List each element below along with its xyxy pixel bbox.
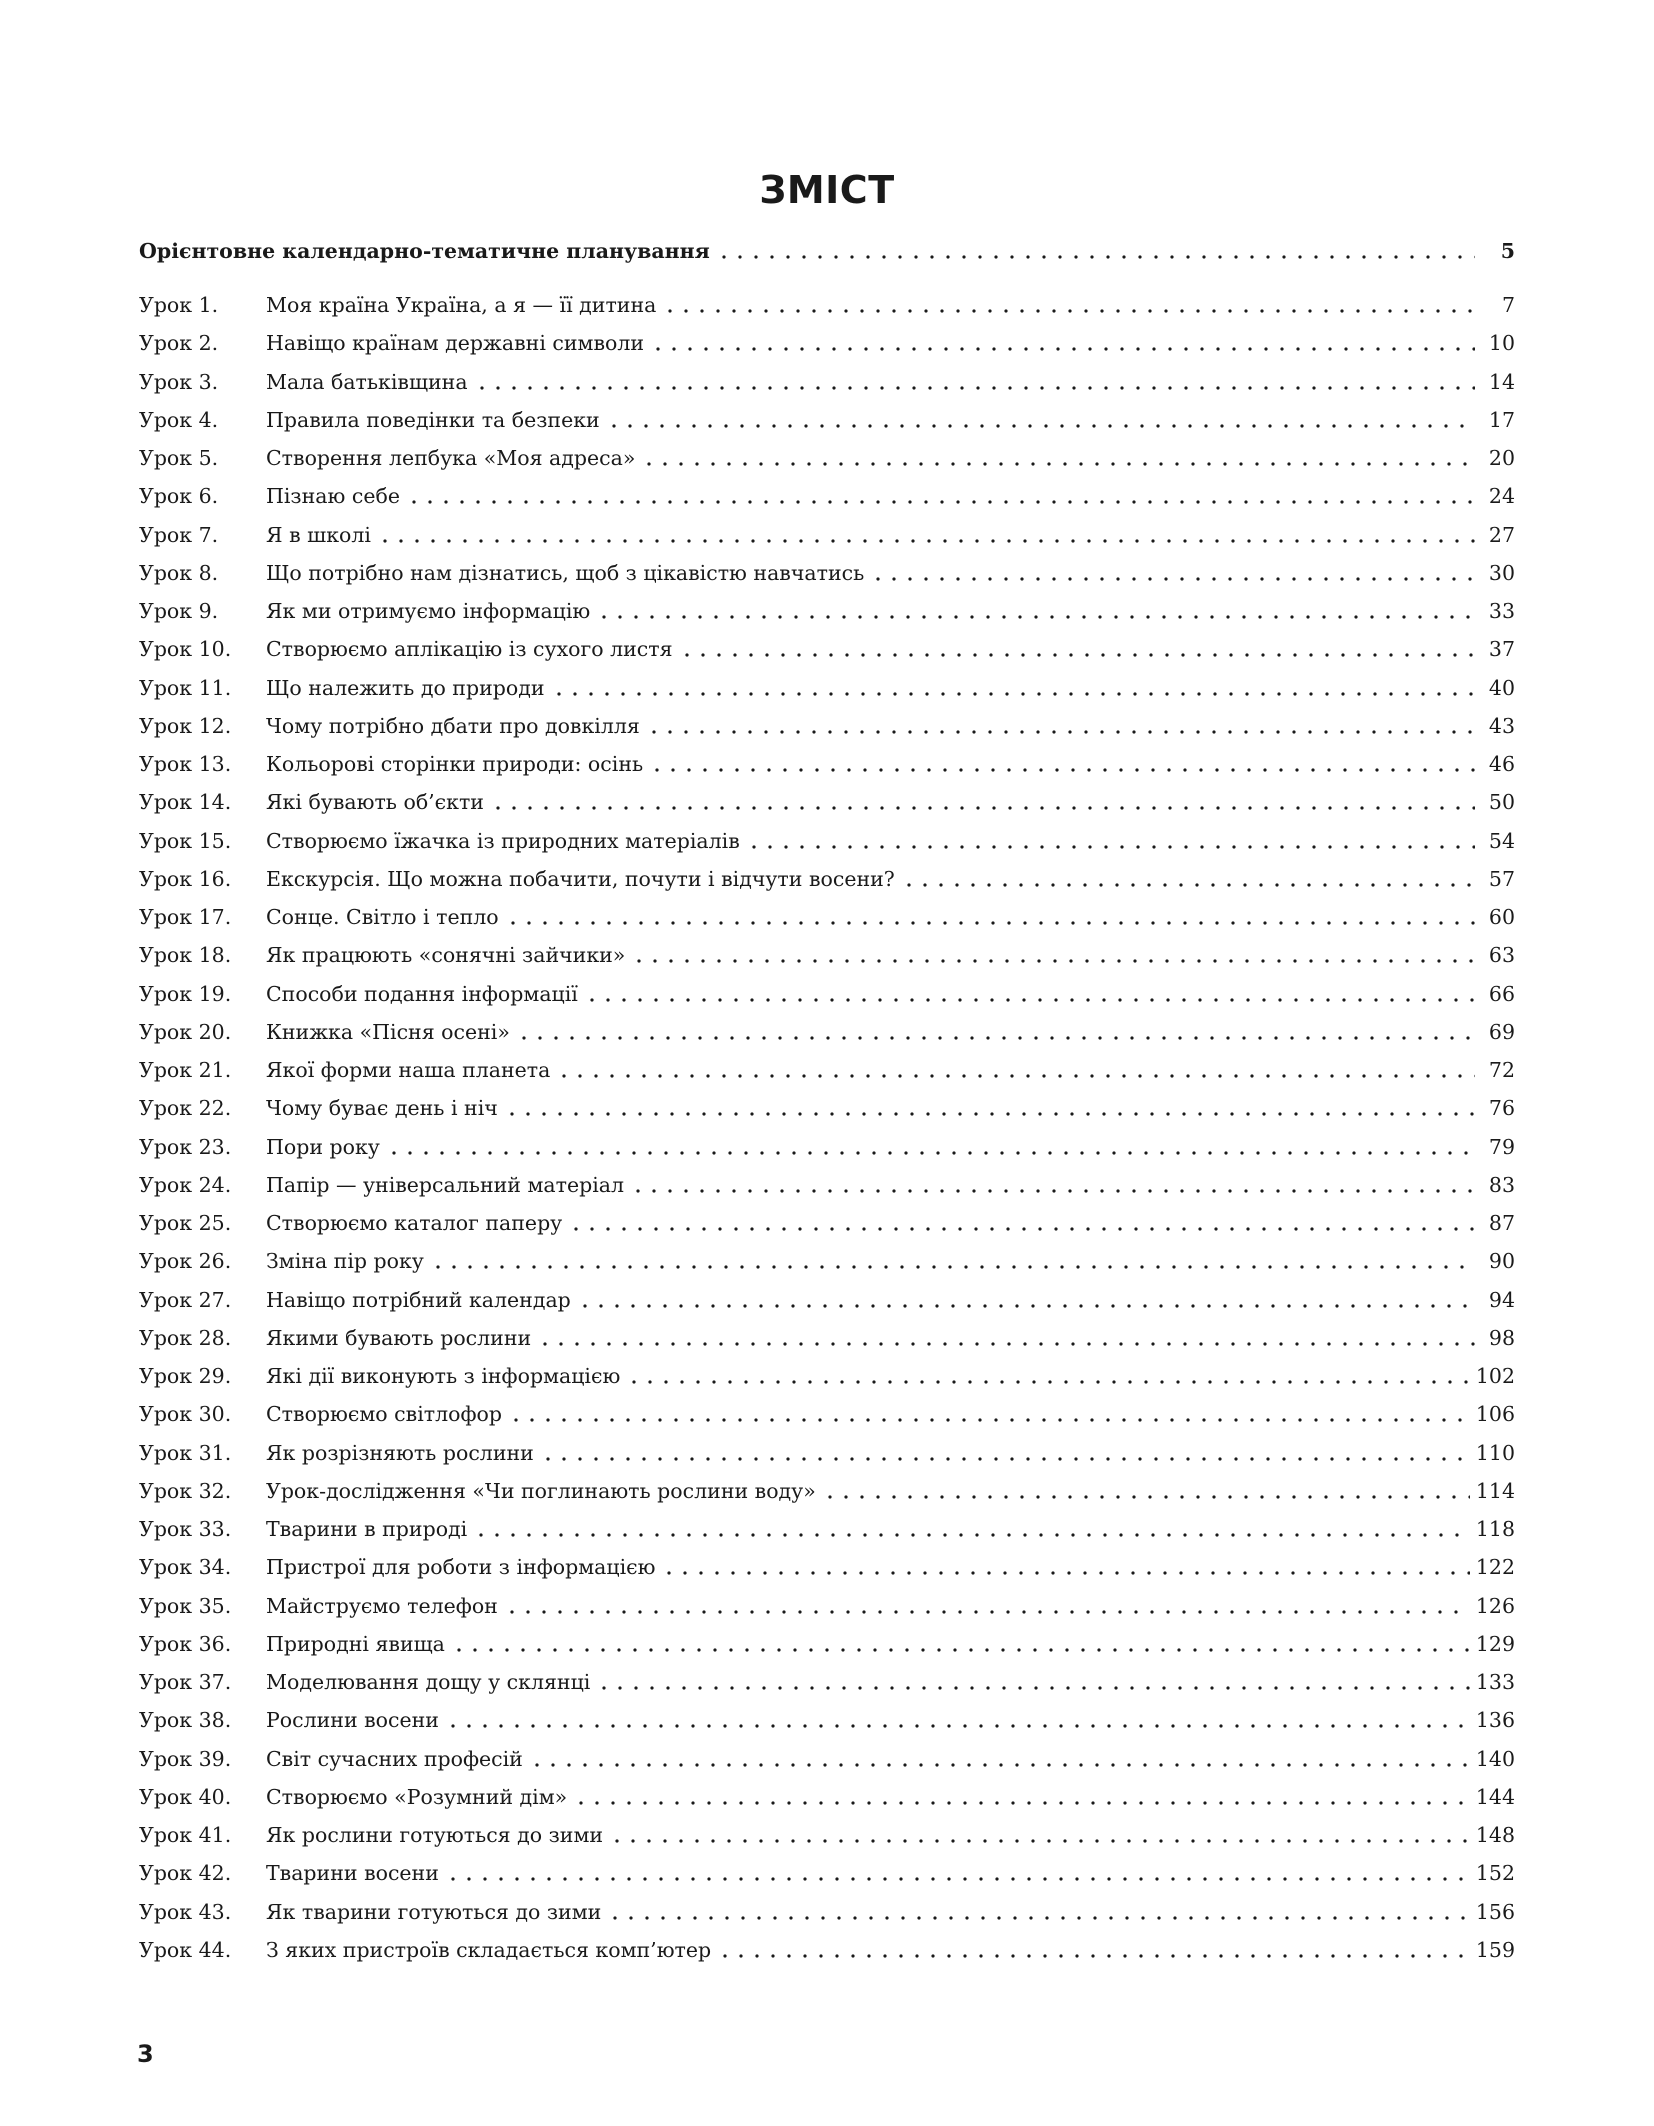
lesson-page-number: 14	[1488, 369, 1515, 394]
lesson-number: Урок 40.	[139, 1784, 232, 1809]
lesson-title: Створюємо їжачка із природних матеріалів	[266, 828, 740, 853]
lesson-number: Урок 17.	[139, 905, 232, 929]
lesson-number: Урок 20.	[139, 1019, 232, 1044]
lesson-title: Моя країна Україна, а я — її дитина	[266, 293, 657, 317]
lesson-number: Урок 1.	[139, 293, 219, 317]
toc-entry	[139, 864, 1515, 902]
toc-entry	[139, 1476, 1515, 1514]
dot-leader	[551, 673, 1475, 711]
dot-leader	[626, 1361, 1470, 1399]
dot-leader	[568, 1208, 1475, 1246]
toc-entry	[139, 290, 1515, 328]
lesson-page-number: 98	[1488, 1325, 1515, 1350]
lesson-number: Урок 5.	[139, 446, 219, 470]
lesson-page-number: 10	[1488, 331, 1515, 356]
toc-entry	[139, 902, 1515, 940]
toc-entry	[139, 1285, 1515, 1323]
dot-leader	[630, 1170, 1475, 1208]
toc-entry	[139, 711, 1515, 749]
lesson-page-number: 20	[1488, 446, 1515, 470]
lesson-page-number: 114	[1475, 1478, 1515, 1503]
lesson-page-number: 133	[1475, 1670, 1515, 1694]
dot-leader	[631, 940, 1475, 978]
lesson-page-number: 148	[1475, 1823, 1515, 1847]
dot-leader	[870, 558, 1475, 596]
lesson-title: Створюємо каталог паперу	[266, 1211, 563, 1235]
lesson-title: Що належить до природи	[266, 675, 545, 700]
lesson-page-number: 27	[1488, 522, 1515, 547]
lesson-number: Урок 36.	[139, 1631, 232, 1656]
toc-entry	[139, 1897, 1515, 1935]
lesson-number: Урок 8.	[139, 560, 219, 585]
lesson-title: Створюємо світлофор	[266, 1402, 502, 1427]
lesson-number: Урок 31.	[139, 1440, 232, 1465]
toc-entry	[139, 1552, 1515, 1590]
toc-entry	[139, 1667, 1515, 1705]
toc-entry	[139, 1438, 1515, 1476]
lesson-page-number: 118	[1475, 1517, 1515, 1541]
lesson-title: Як розрізняють рослини	[266, 1440, 534, 1465]
dot-leader	[430, 1246, 1475, 1284]
lesson-page-number: 69	[1488, 1019, 1515, 1044]
lesson-title: З яких пристроїв складається комп’ютер	[266, 1937, 712, 1962]
lesson-number: Урок 30.	[139, 1402, 232, 1427]
lesson-number: Урок 43.	[139, 1899, 232, 1924]
lesson-title: Створюємо «Розумний дім»	[266, 1784, 568, 1809]
lesson-title: Як рослини готуються до зими	[266, 1823, 604, 1847]
lesson-number: Урок 18.	[139, 943, 232, 968]
lesson-title: Екскурсія. Що можна побачити, почути і відчути восени?	[266, 866, 895, 891]
dot-leader	[505, 902, 1475, 940]
lesson-number: Урок 9.	[139, 599, 219, 623]
page-title: ЗМІСТ	[759, 168, 895, 213]
lesson-title: Навіщо країнам державні символи	[266, 331, 645, 356]
toc-entry	[139, 1629, 1515, 1667]
toc-entry	[139, 787, 1515, 825]
lesson-number: Урок 44.	[139, 1937, 232, 1962]
lesson-number: Урок 34.	[139, 1555, 232, 1580]
dot-leader	[649, 749, 1475, 787]
lesson-number: Урок 25.	[139, 1211, 232, 1235]
lesson-number: Урок 13.	[139, 752, 232, 776]
lesson-title: Створюємо аплікацію із сухого листя	[266, 637, 673, 662]
toc-entry	[139, 749, 1515, 787]
dot-leader	[504, 1093, 1475, 1131]
dot-leader	[504, 1591, 1470, 1629]
lesson-number: Урок 2.	[139, 331, 219, 356]
dot-leader	[746, 826, 1475, 864]
dot-leader	[573, 1782, 1470, 1820]
dot-leader	[596, 1667, 1470, 1705]
lesson-page-number: 152	[1475, 1861, 1515, 1886]
lesson-page-number: 17	[1488, 407, 1515, 432]
toc-entry	[139, 1017, 1515, 1055]
lesson-page-number: 60	[1488, 905, 1515, 929]
toc-entry	[139, 979, 1515, 1017]
toc-entry	[139, 1093, 1515, 1131]
dot-leader	[596, 596, 1475, 634]
lesson-page-number: 79	[1488, 1134, 1515, 1159]
lesson-page-number: 83	[1488, 1172, 1515, 1197]
lesson-title: Природні явища	[266, 1631, 445, 1656]
lesson-page-number: 94	[1488, 1287, 1515, 1312]
toc-entry	[139, 1705, 1515, 1743]
lesson-number: Урок 38.	[139, 1708, 232, 1733]
lesson-page-number: 40	[1488, 675, 1515, 700]
toc-entry	[139, 1170, 1515, 1208]
toc-intro-entry	[139, 236, 1515, 266]
lesson-number: Урок 37.	[139, 1670, 232, 1694]
lesson-page-number: 24	[1488, 484, 1515, 509]
lesson-page-number: 54	[1488, 828, 1515, 853]
lesson-page-number: 144	[1475, 1784, 1515, 1809]
lesson-page-number: 43	[1488, 713, 1515, 738]
lesson-number: Урок 7.	[139, 522, 219, 547]
lesson-title: Пристрої для роботи з інформацією	[266, 1555, 656, 1580]
toc-entry	[139, 1132, 1515, 1170]
dot-leader	[646, 711, 1475, 749]
toc-entry	[139, 1858, 1515, 1896]
lesson-title: Мала батьківщина	[266, 369, 468, 394]
dot-leader	[606, 405, 1475, 443]
lesson-number: Урок 4.	[139, 407, 219, 432]
toc-entry	[139, 520, 1515, 558]
toc-entry	[139, 1935, 1515, 1973]
dot-leader	[716, 236, 1475, 266]
toc-entry	[139, 1744, 1515, 1782]
lesson-number: Урок 28.	[139, 1325, 232, 1350]
lesson-title: Тварини восени	[266, 1861, 439, 1886]
lesson-page-number: 33	[1488, 599, 1515, 623]
lesson-title: Чому буває день і ніч	[266, 1096, 498, 1121]
lesson-page-number: 122	[1475, 1555, 1515, 1580]
lesson-number: Урок 16.	[139, 866, 232, 891]
toc-entry	[139, 367, 1515, 405]
toc-entry	[139, 673, 1515, 711]
lesson-title: Навіщо потрібний календар	[266, 1287, 571, 1312]
lesson-title: Папір — універсальний матеріал	[266, 1172, 625, 1197]
lesson-title: Як тварини готуються до зими	[266, 1899, 602, 1924]
dot-leader	[661, 1552, 1469, 1590]
lesson-title: Якими бувають рослини	[266, 1325, 532, 1350]
toc-entry	[139, 405, 1515, 443]
dot-leader	[540, 1438, 1470, 1476]
lesson-number: Урок 41.	[139, 1823, 232, 1847]
dot-leader	[377, 520, 1475, 558]
toc-entry	[139, 826, 1515, 864]
lesson-number: Урок 29.	[139, 1364, 232, 1388]
lesson-number: Урок 42.	[139, 1861, 232, 1886]
lesson-title: Тварини в природі	[266, 1517, 468, 1541]
dot-leader	[508, 1399, 1470, 1437]
toc-entry	[139, 1591, 1515, 1629]
lesson-page-number: 136	[1475, 1708, 1515, 1733]
lesson-title: Майструємо телефон	[266, 1593, 498, 1618]
toc-entry	[139, 1820, 1515, 1858]
lesson-page-number: 37	[1488, 637, 1515, 662]
lesson-title: Способи подання інформації	[266, 981, 578, 1006]
toc-intro-label: Орієнтовне календарно-тематичне планування	[139, 239, 710, 263]
lesson-page-number: 87	[1488, 1211, 1515, 1235]
dot-leader	[445, 1705, 1470, 1743]
lesson-page-number: 156	[1475, 1899, 1515, 1924]
lesson-title: Сонце. Світло і тепло	[266, 905, 499, 929]
lesson-page-number: 159	[1475, 1937, 1515, 1962]
lesson-number: Урок 21.	[139, 1058, 232, 1082]
toc-entry	[139, 328, 1515, 366]
lesson-title: Чому потрібно дбати про довкілля	[266, 713, 640, 738]
lesson-page-number: 106	[1475, 1402, 1515, 1427]
toc-entry	[139, 1361, 1515, 1399]
toc-entry	[139, 558, 1515, 596]
lesson-title: Створення лепбука «Моя адреса»	[266, 446, 636, 470]
lesson-title: Правила поведінки та безпеки	[266, 407, 600, 432]
dot-leader	[451, 1629, 1470, 1667]
toc-entry	[139, 940, 1515, 978]
lesson-title: Як ми отримуємо інформацію	[266, 599, 591, 623]
lesson-number: Урок 39.	[139, 1746, 232, 1771]
lesson-title: Які дії виконують з інформацією	[266, 1364, 621, 1388]
lesson-page-number: 76	[1488, 1096, 1515, 1121]
lesson-page-number: 66	[1488, 981, 1515, 1006]
lesson-number: Урок 19.	[139, 981, 232, 1006]
lesson-title: Пори року	[266, 1134, 380, 1159]
lesson-title: Моделювання дощу у склянці	[266, 1670, 591, 1694]
toc-entry	[139, 1514, 1515, 1552]
dot-leader	[584, 979, 1475, 1017]
dot-leader	[901, 864, 1475, 902]
lesson-page-number: 46	[1488, 752, 1515, 776]
lesson-title: Урок-дослідження «Чи поглинають рослини воду»	[266, 1478, 816, 1503]
toc-entry	[139, 1782, 1515, 1820]
lesson-title: Якої форми наша планета	[266, 1058, 551, 1082]
lesson-number: Урок 23.	[139, 1134, 232, 1159]
lesson-title: Які бувають об’єкти	[266, 790, 484, 815]
lesson-page-number: 102	[1475, 1364, 1515, 1388]
toc-intro-page: 5	[1500, 239, 1515, 263]
lesson-number: Урок 33.	[139, 1517, 232, 1541]
lesson-number: Урок 26.	[139, 1249, 232, 1274]
lesson-number: Урок 11.	[139, 675, 232, 700]
lesson-page-number: 57	[1488, 866, 1515, 891]
lesson-number: Урок 3.	[139, 369, 219, 394]
dot-leader	[556, 1055, 1475, 1093]
lesson-number: Урок 10.	[139, 637, 232, 662]
table-of-contents	[139, 290, 1515, 1973]
lesson-title: Кольорові сторінки природи: осінь	[266, 752, 644, 776]
lesson-number: Урок 22.	[139, 1096, 232, 1121]
lesson-number: Урок 15.	[139, 828, 232, 853]
dot-leader	[490, 787, 1475, 825]
toc-entry	[139, 443, 1515, 481]
dot-leader	[474, 367, 1475, 405]
lesson-number: Урок 35.	[139, 1593, 232, 1618]
dot-leader	[717, 1935, 1470, 1973]
dot-leader	[577, 1285, 1475, 1323]
lesson-title: Книжка «Пісня осені»	[266, 1019, 510, 1044]
lesson-number: Урок 6.	[139, 484, 219, 509]
toc-entry	[139, 1399, 1515, 1437]
lesson-page-number: 63	[1488, 943, 1515, 968]
lesson-page-number: 129	[1475, 1631, 1515, 1656]
lesson-number: Урок 27.	[139, 1287, 232, 1312]
toc-entry	[139, 481, 1515, 519]
lesson-title: Я в школі	[266, 522, 371, 547]
lesson-page-number: 50	[1488, 790, 1515, 815]
dot-leader	[406, 481, 1475, 519]
dot-leader	[537, 1323, 1475, 1361]
lesson-page-number: 140	[1475, 1746, 1515, 1771]
lesson-title: Як працюють «сонячні зайчики»	[266, 943, 626, 968]
lesson-page-number: 7	[1501, 293, 1515, 317]
toc-entry	[139, 1323, 1515, 1361]
lesson-number: Урок 12.	[139, 713, 232, 738]
dot-leader	[662, 290, 1475, 328]
dot-leader	[679, 634, 1475, 672]
dot-leader	[529, 1744, 1470, 1782]
lesson-page-number: 126	[1475, 1593, 1515, 1618]
toc-entry	[139, 634, 1515, 672]
lesson-number: Урок 32.	[139, 1478, 232, 1503]
dot-leader	[607, 1897, 1470, 1935]
dot-leader	[822, 1476, 1470, 1514]
lesson-page-number: 30	[1488, 560, 1515, 585]
lesson-number: Урок 24.	[139, 1172, 232, 1197]
lesson-title: Зміна пір року	[266, 1249, 424, 1274]
lesson-page-number: 110	[1475, 1440, 1515, 1465]
lesson-page-number: 72	[1488, 1058, 1515, 1082]
page-number: 3	[137, 2040, 154, 2068]
toc-entry	[139, 596, 1515, 634]
dot-leader	[609, 1820, 1470, 1858]
toc-entry	[139, 1246, 1515, 1284]
dot-leader	[445, 1858, 1470, 1896]
toc-entry	[139, 1055, 1515, 1093]
lesson-title: Світ сучасних професій	[266, 1746, 523, 1771]
lesson-number: Урок 14.	[139, 790, 232, 815]
dot-leader	[516, 1017, 1475, 1055]
lesson-title: Пізнаю себе	[266, 484, 400, 509]
lesson-title: Що потрібно нам дізнатись, щоб з цікавістю навчатись	[266, 560, 865, 585]
dot-leader	[650, 328, 1475, 366]
lesson-page-number: 90	[1488, 1249, 1515, 1274]
dot-leader	[386, 1132, 1475, 1170]
toc-entry	[139, 1208, 1515, 1246]
dot-leader	[473, 1514, 1470, 1552]
dot-leader	[641, 443, 1475, 481]
lesson-title: Рослини восени	[266, 1708, 439, 1733]
